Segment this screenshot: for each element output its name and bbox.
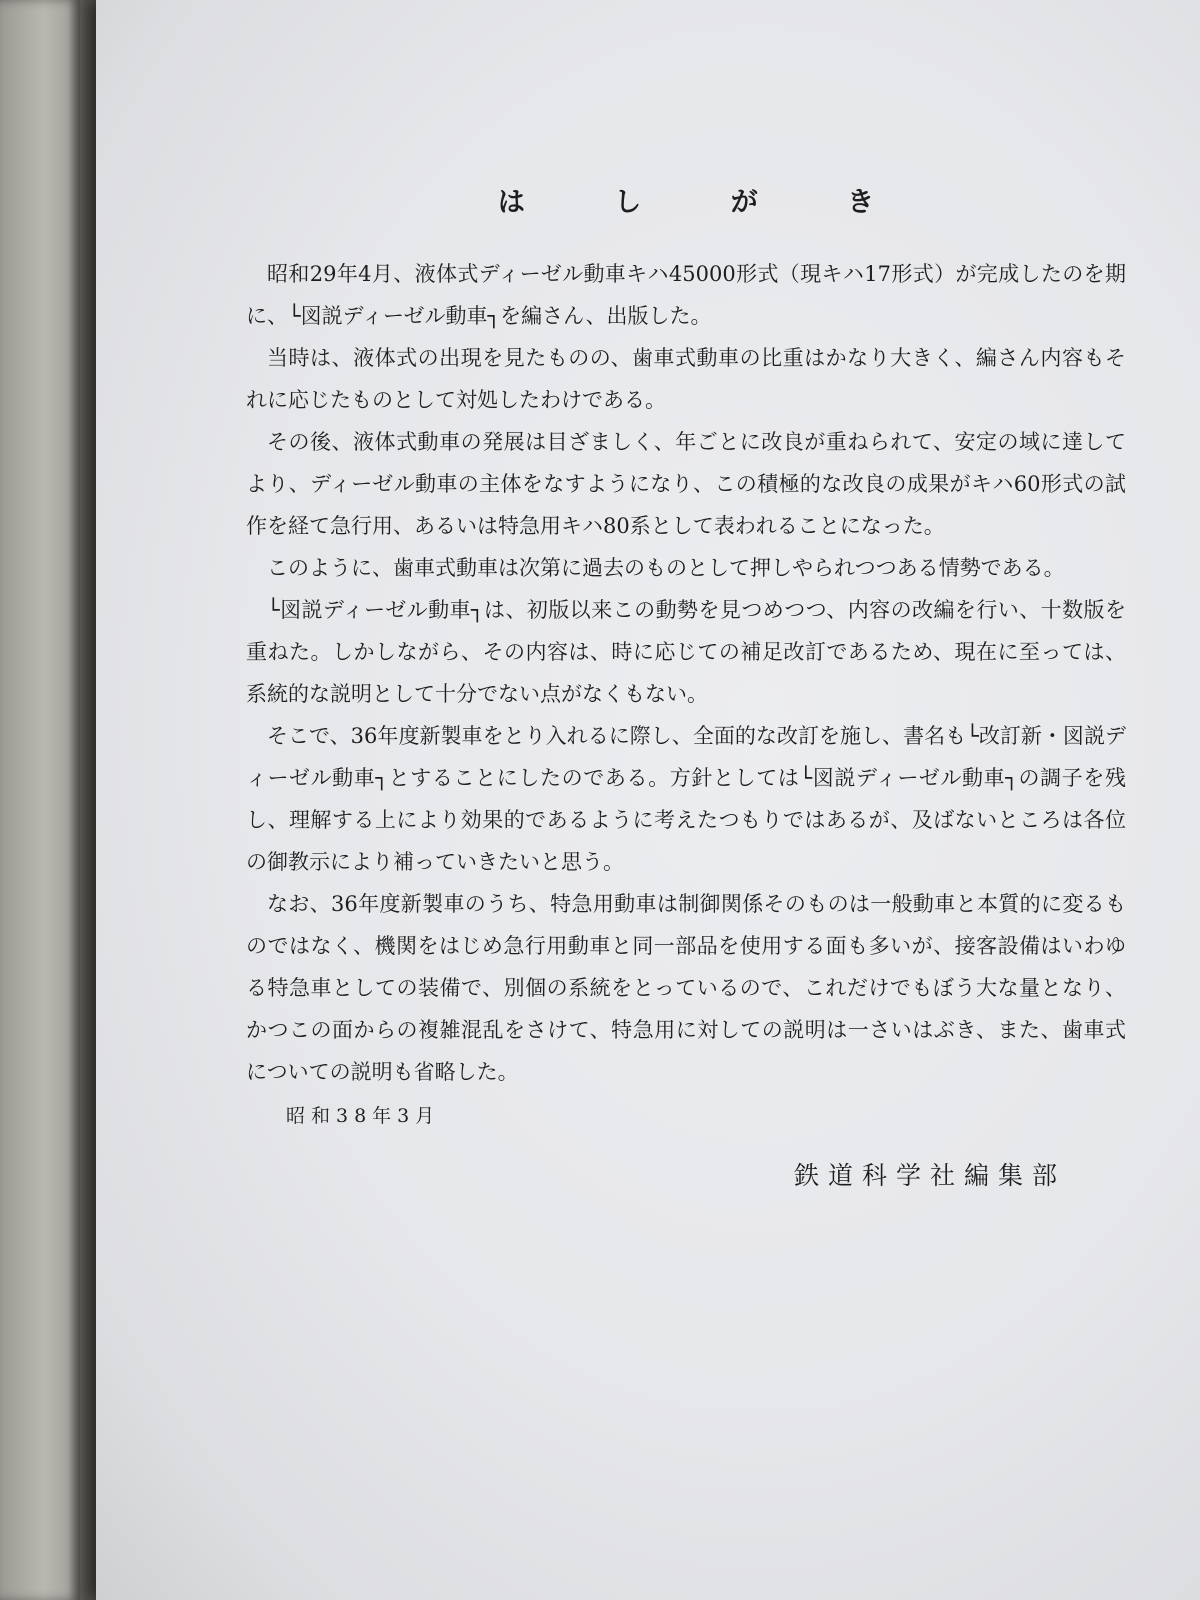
paragraph-1: 昭和29年4月、液体式ディーゼル動車キハ45000形式（現キハ17形式）が完成したのを期に、└図説ディーゼル動車┐を編さん、出版した。 (246, 262, 1126, 328)
paragraph-7: なお、36年度新製車のうち、特急用動車は制御関係そのものは一般動車と本質的に変るものではなく、機関をはじめ急行用動車と同一部品を使用する面も多いが、接客設備はいわゆる特急車としての装備で、別個の系統をとっているので、これだけでもぼう大な量となり、かつこの面からの複雑混乱をさけて、特急用に対しての説明は一さいはぶき、また、歯車式についての説明も省略した。 (246, 892, 1126, 1084)
paragraph-6: そこで、36年度新製車をとり入れるに際し、全面的な改訂を施し、書名も└改訂新・図説ディーゼル動車┐とすることにしたのである。方針としては└図説ディーゼル動車┐の調子を残し、理解する上により効果的であるように考えたつもりではあるが、及ばないところは各位の御教示により補っていきたいと思う。 (246, 724, 1126, 874)
left-page-edge (0, 0, 80, 1600)
paragraph-5: └図説ディーゼル動車┐は、初版以来この動勢を見つめつつ、内容の改編を行い、十数版を重ねた。しかしながら、その内容は、時に応じての補足改訂であるため、現在に至っては、系統的な説明として十分でない点がなくもない。 (246, 598, 1126, 706)
paragraph-3: その後、液体式動車の発展は目ざましく、年ごとに改良が重ねられて、安定の域に達してより、ディーゼル動車の主体をなすようになり、この積極的な改良の成果がキハ60形式の試作を経て急行用、あるいは特急用キハ80系として表われることになった。 (246, 430, 1127, 538)
paragraph-4: このように、歯車式動車は次第に過去のものとして押しやられつつある情勢である。 (267, 556, 1065, 580)
publisher-name: 鉄道科学社編集部 (793, 1161, 1066, 1190)
preface-date: 昭和38年3月 (286, 1105, 441, 1127)
preface-content (246, 170, 1126, 1192)
page (96, 0, 1200, 1600)
page-title: は し が き (497, 187, 915, 218)
paragraph-2: 当時は、液体式の出現を見たものの、歯車式動車の比重はかなり大きく、編さん内容もそれに応じたものとして対処したわけである。 (246, 346, 1126, 412)
